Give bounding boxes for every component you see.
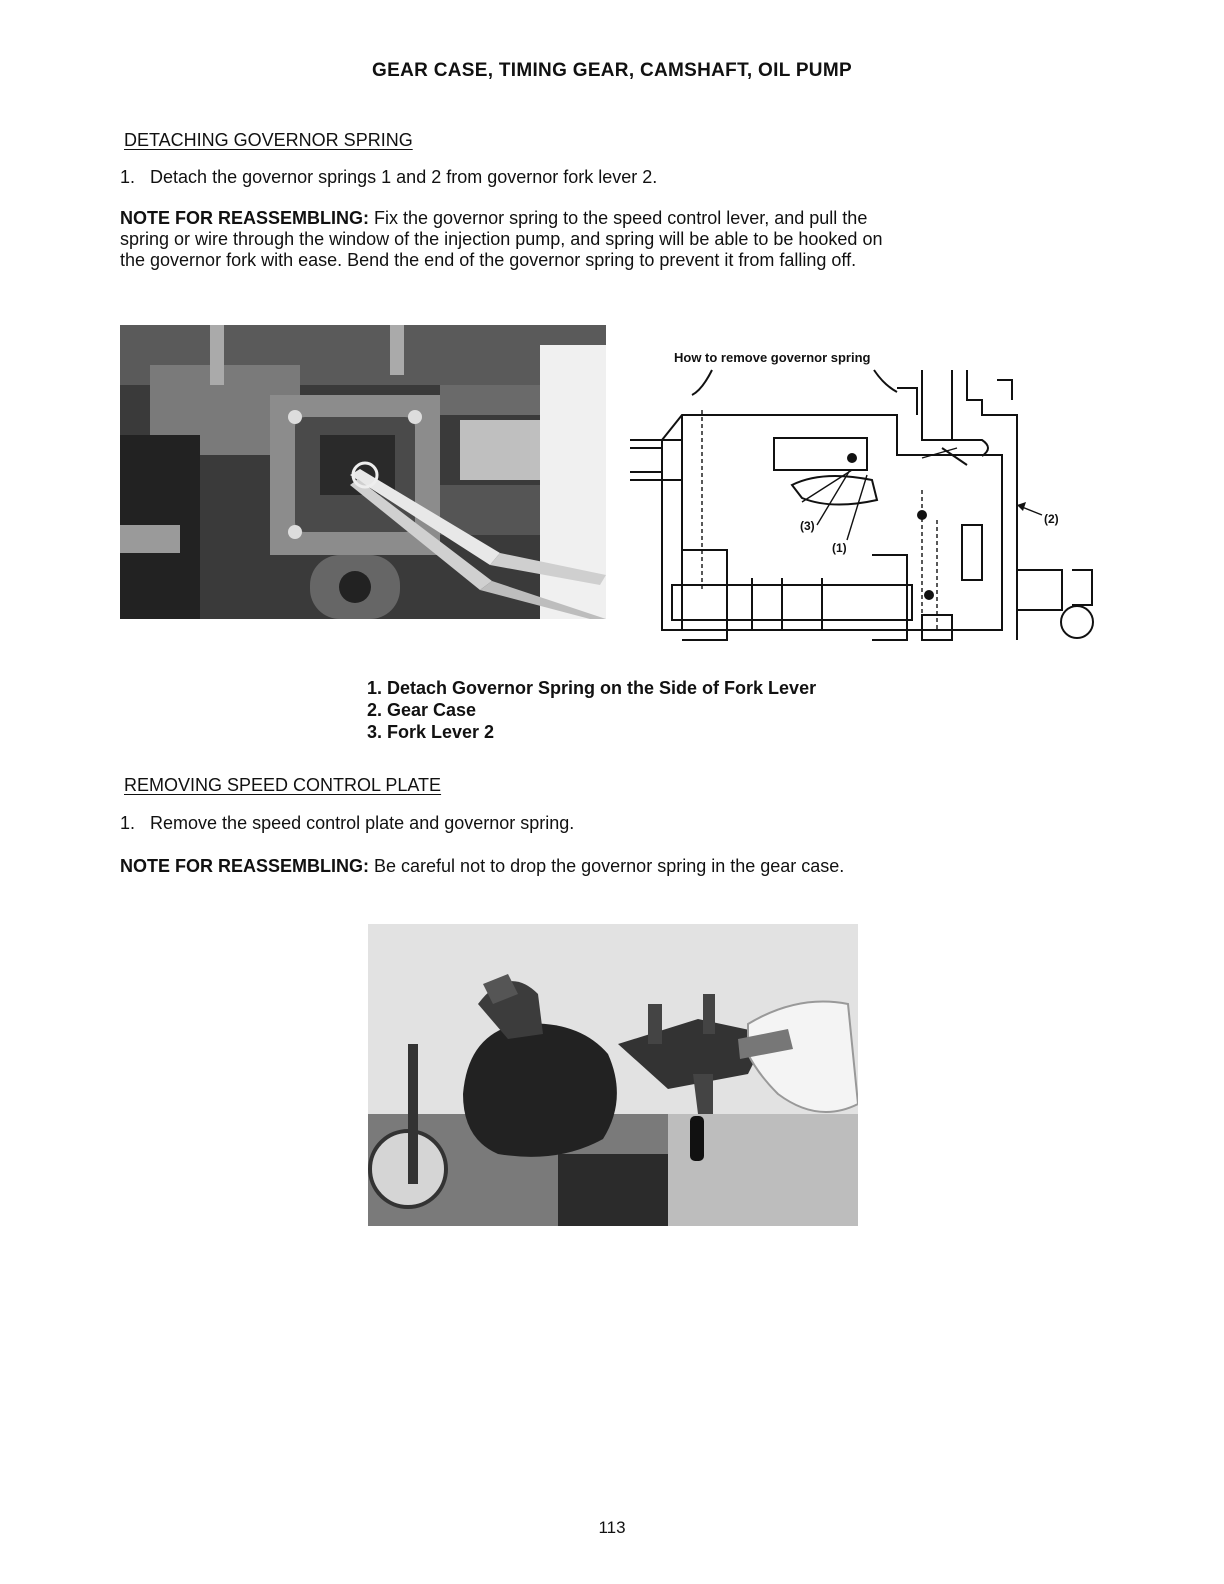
diagram-label-1: (1) bbox=[832, 541, 847, 555]
section-heading-speed-control: REMOVING SPEED CONTROL PLATE bbox=[124, 775, 442, 795]
diagram-label-3: (3) bbox=[800, 519, 815, 533]
figure-captions bbox=[367, 677, 816, 743]
note-label: NOTE FOR REASSEMBLING: bbox=[120, 208, 370, 228]
section-heading-governor-spring: DETACHING GOVERNOR SPRING bbox=[124, 130, 413, 150]
step-1-governor bbox=[120, 167, 657, 188]
step-text: Remove the speed control plate and governor spring. bbox=[150, 813, 575, 833]
page-number: 113 bbox=[598, 1518, 626, 1537]
photo-illustration bbox=[368, 924, 858, 1226]
caption-2: 2. Gear Case bbox=[367, 700, 477, 720]
step-number: 1. bbox=[120, 813, 136, 833]
note-line-3: the governor fork with ease. Bend the end of the governor spring to prevent it from falling off. bbox=[120, 250, 857, 270]
step-1-speed-control bbox=[120, 813, 574, 834]
note-reassembling-2 bbox=[120, 856, 844, 877]
note-reassembling-1 bbox=[120, 208, 1020, 271]
note-line-2: spring or wire through the window of the injection pump, and spring will be able to be hooked on bbox=[120, 229, 883, 249]
diagram-governor-spring bbox=[622, 340, 1102, 660]
step-number: 1. bbox=[120, 167, 136, 187]
diagram-title: How to remove governor spring bbox=[674, 350, 871, 365]
note-text: Be careful not to drop the governor spring in the gear case. bbox=[369, 856, 845, 876]
photo-speed-control-plate bbox=[368, 924, 858, 1226]
photo-pliers-governor-spring bbox=[120, 325, 606, 619]
caption-1: 1. Detach Governor Spring on the Side of Fork Lever bbox=[367, 678, 817, 698]
note-label: NOTE FOR REASSEMBLING: bbox=[120, 856, 370, 876]
caption-3: 3. Fork Lever 2 bbox=[367, 722, 495, 742]
page-title: GEAR CASE, TIMING GEAR, CAMSHAFT, OIL PUMP bbox=[372, 60, 852, 81]
step-text: Detach the governor springs 1 and 2 from governor fork lever 2. bbox=[150, 167, 658, 187]
note-line-1: Fix the governor spring to the speed control lever, and pull the bbox=[374, 208, 868, 228]
diagram-illustration bbox=[622, 340, 1102, 660]
photo-illustration bbox=[120, 325, 606, 619]
diagram-label-2: (2) bbox=[1044, 512, 1059, 526]
